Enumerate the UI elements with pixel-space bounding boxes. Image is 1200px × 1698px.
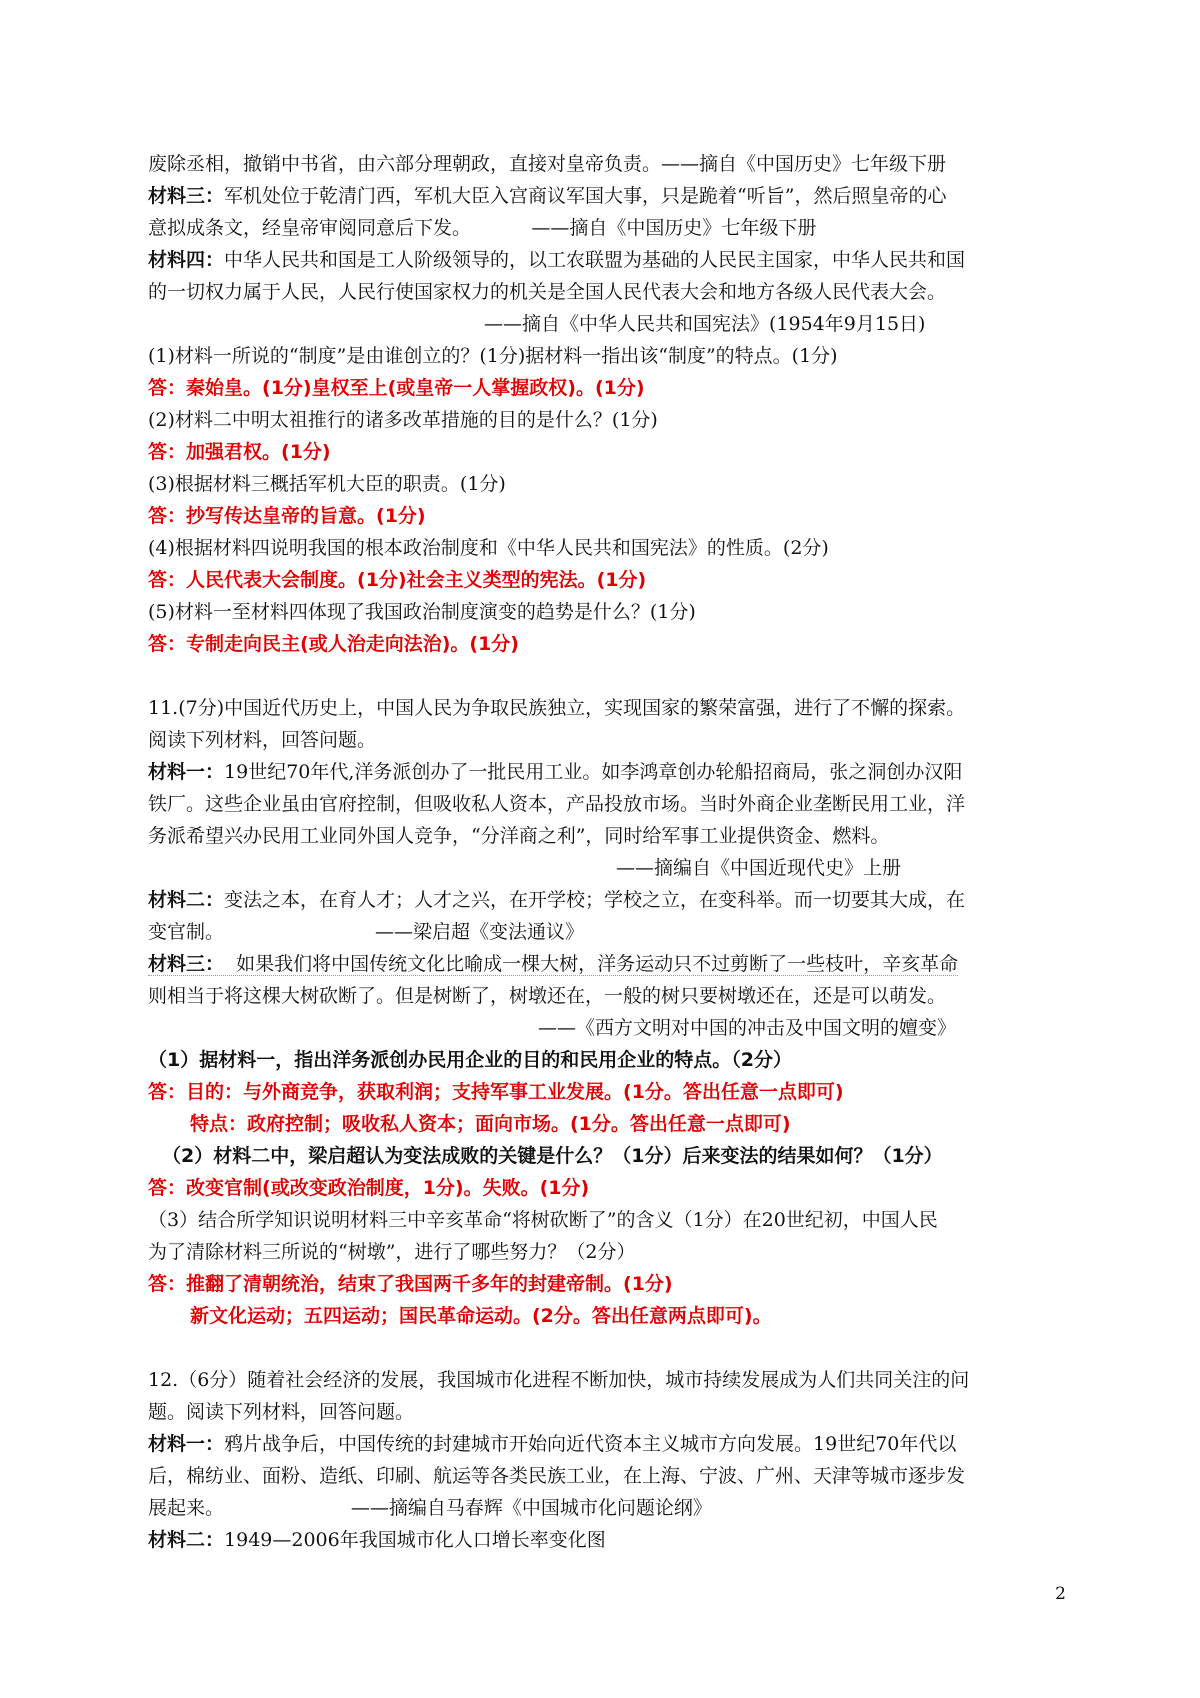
page-number: 2	[1055, 1584, 1066, 1604]
text-line	[148, 788, 1064, 820]
answer-line	[148, 564, 1064, 596]
material-text: 的一切权力属于人民，人民行使国家权力的机关是全国人民代表大会和地方各级人民代表大会。	[148, 281, 947, 303]
material-two-tail: 废除丞相，撤销中书省，由六部分理朝政，直接对皇帝负责。——摘自《中国历史》七年级下册	[148, 153, 947, 175]
answer-line	[148, 1076, 1064, 1108]
question-text: 为了清除材料三所说的“树墩”，进行了哪些努力？（2分）	[148, 1241, 636, 1263]
source-citation: ——摘自《中华人民共和国宪法》(1954年9月15日)	[484, 313, 926, 335]
question-text: （1）据材料一，指出洋务派创办民用企业的目的和民用企业的特点。（2分）	[148, 1049, 792, 1071]
text-line	[148, 276, 1064, 308]
spacer	[148, 1332, 1064, 1364]
question-line	[148, 1044, 1064, 1076]
question-text: 题。阅读下列材料，回答问题。	[148, 1401, 415, 1423]
material-label: 材料四：	[148, 249, 225, 271]
material-text: 变官制。 ——梁启超《变法通议》	[148, 921, 584, 943]
question-12-intro	[148, 1396, 1064, 1428]
answer-label: 答：	[148, 505, 187, 527]
answer-line	[148, 628, 1064, 660]
text-line	[148, 980, 1064, 1012]
text-line	[148, 1492, 1064, 1524]
question-text: （3）结合所学知识说明材料三中辛亥革命“将树砍断了”的含义（1分）在20世纪初，中国人民	[148, 1209, 938, 1231]
material-text: 变法之本，在育人才；人才之兴，在开学校；学校之立，在变科举。而一切要其大成，在	[224, 889, 966, 911]
source-line	[148, 852, 1064, 884]
answer-text: 推翻了清朝统治，结束了我国两千多年的封建帝制。(1分)	[186, 1273, 673, 1295]
answer-text: 抄写传达皇帝的旨意。(1分)	[186, 505, 426, 527]
source-citation: ——摘编自《中国近现代史》上册	[616, 857, 902, 879]
answer-label: 答：	[148, 1081, 187, 1103]
question-text: 12.（6分）随着社会经济的发展，我国城市化进程不断加快，城市持续发展成为人们共同关注的问	[148, 1369, 970, 1391]
question-text: 11.(7分)中国近代历史上，中国人民为争取民族独立，实现国家的繁荣富强，进行了不懈的探索。	[148, 697, 966, 719]
question-11-intro	[148, 692, 1064, 724]
material-text: 19世纪70年代,洋务派创办了一批民用工业。如李鸿章创办轮船招商局，张之洞创办汉阳	[224, 761, 963, 783]
answer-text: 秦始皇。(1分)皇权至上(或皇帝一人掌握政权)。(1分)	[186, 377, 645, 399]
text-line	[148, 180, 1064, 212]
answer-text: 特点：政府控制；吸收私人资本；面向市场。(1分。答出任意一点即可)	[190, 1113, 791, 1135]
answer-line	[148, 1172, 1064, 1204]
material-label: 材料三：	[148, 185, 225, 207]
material-label: 材料一：	[148, 761, 225, 783]
answer-text: 加强君权。(1分)	[186, 441, 331, 463]
question-line	[148, 340, 1064, 372]
question-text: 阅读下列材料，回答问题。	[148, 729, 377, 751]
text-line	[148, 244, 1064, 276]
material-label: 材料三：	[148, 953, 225, 975]
answer-label: 答：	[148, 1273, 187, 1295]
text-line	[148, 884, 1064, 916]
material-label: 材料二：	[148, 1529, 225, 1551]
answer-text: 新文化运动；五四运动；国民革命运动。(2分。答出任意两点即可)。	[190, 1305, 772, 1327]
answer-label: 答：	[148, 569, 187, 591]
answer-label: 答：	[148, 377, 187, 399]
answer-text: 人民代表大会制度。(1分)社会主义类型的宪法。(1分)	[186, 569, 647, 591]
answer-line	[148, 500, 1064, 532]
material-text: 意拟成条文，经皇帝审阅同意后下发。 ——摘自《中国历史》七年级下册	[148, 217, 817, 239]
question-text: (2)材料二中明太祖推行的诸多改革措施的目的是什么？(1分)	[148, 409, 658, 431]
text-line	[148, 756, 1064, 788]
question-line	[148, 404, 1064, 436]
answer-line	[148, 1300, 1064, 1332]
spacer	[148, 660, 1064, 692]
material-label: 材料一：	[148, 1433, 225, 1455]
question-text: (3)根据材料三概括军机大臣的职责。(1分)	[148, 473, 506, 495]
material-label: 材料二：	[148, 889, 225, 911]
answer-label: 答：	[148, 633, 187, 655]
text-line	[148, 916, 1064, 948]
source-line	[148, 308, 1064, 340]
question-text: （2）材料二中，梁启超认为变法成败的关键是什么？（1分）后来变法的结果如何？（1分）	[162, 1145, 943, 1167]
text-line	[148, 148, 1064, 180]
material-text: 务派希望兴办民用工业同外国人竞争，“分洋商之利”，同时给军事工业提供资金、燃料。	[148, 825, 890, 847]
answer-label: 答：	[148, 441, 187, 463]
answer-text: 目的：与外商竞争，获取利润；支持军事工业发展。(1分。答出任意一点即可)	[186, 1081, 844, 1103]
material-text: 鸦片战争后，中国传统的封建城市开始向近代资本主义城市方向发展。19世纪70年代以	[224, 1433, 957, 1455]
text-line	[148, 212, 1064, 244]
text-line	[148, 1524, 1064, 1556]
answer-line	[148, 1108, 1064, 1140]
material-text: 军机处位于乾清门西，军机大臣入宫商议军国大事，只是跪着“听旨”，然后照皇帝的心	[224, 185, 947, 207]
material-text: 如果我们将中国传统文化比喻成一棵大树，洋务运动只不过剪断了一些枝叶，辛亥革命	[224, 953, 959, 975]
material-text: 则相当于将这棵大树砍断了。但是树断了，树墩还在，一般的树只要树墩还在，还是可以萌发。	[148, 985, 947, 1007]
question-text: (4)根据材料四说明我国的根本政治制度和《中华人民共和国宪法》的性质。(2分)	[148, 537, 829, 559]
answer-text: 改变官制(或改变政治制度，1分)。失败。(1分)	[186, 1177, 590, 1199]
material-text: 展起来。 ——摘编自马春辉《中国城市化问题论纲》	[148, 1497, 712, 1519]
document-page	[148, 148, 1064, 1556]
text-line	[148, 948, 1064, 980]
answer-line	[148, 436, 1064, 468]
question-line	[148, 596, 1064, 628]
source-citation: ——《西方文明对中国的冲击及中国文明的嬗变》	[538, 1017, 957, 1039]
question-line	[148, 1140, 1064, 1172]
question-text: (5)材料一至材料四体现了我国政治制度演变的趋势是什么？(1分)	[148, 601, 696, 623]
material-text: 后，棉纺业、面粉、造纸、印刷、航运等各类民族工业，在上海、宁波、广州、天津等城市逐步发	[148, 1465, 966, 1487]
text-line	[148, 1428, 1064, 1460]
text-line	[148, 820, 1064, 852]
material-text: 中华人民共和国是工人阶级领导的，以工农联盟为基础的人民民主国家，中华人民共和国	[224, 249, 966, 271]
answer-text: 专制走向民主(或人治走向法治)。(1分)	[186, 633, 519, 655]
question-12-intro	[148, 1364, 1064, 1396]
answer-line	[148, 372, 1064, 404]
question-line	[148, 1204, 1064, 1236]
question-line	[148, 532, 1064, 564]
source-line	[148, 1012, 1064, 1044]
question-text: (1)材料一所说的“制度”是由谁创立的？(1分)据材料一指出该“制度”的特点。(1分)	[148, 345, 838, 367]
material-text: 铁厂。这些企业虽由官府控制，但吸收私人资本，产品投放市场。当时外商企业垄断民用工业，洋	[148, 793, 966, 815]
material-text: 1949—2006年我国城市化人口增长率变化图	[224, 1529, 606, 1551]
answer-label: 答：	[148, 1177, 187, 1199]
text-line	[148, 1460, 1064, 1492]
question-line	[148, 1236, 1064, 1268]
question-11-intro	[148, 724, 1064, 756]
answer-line	[148, 1268, 1064, 1300]
question-line	[148, 468, 1064, 500]
